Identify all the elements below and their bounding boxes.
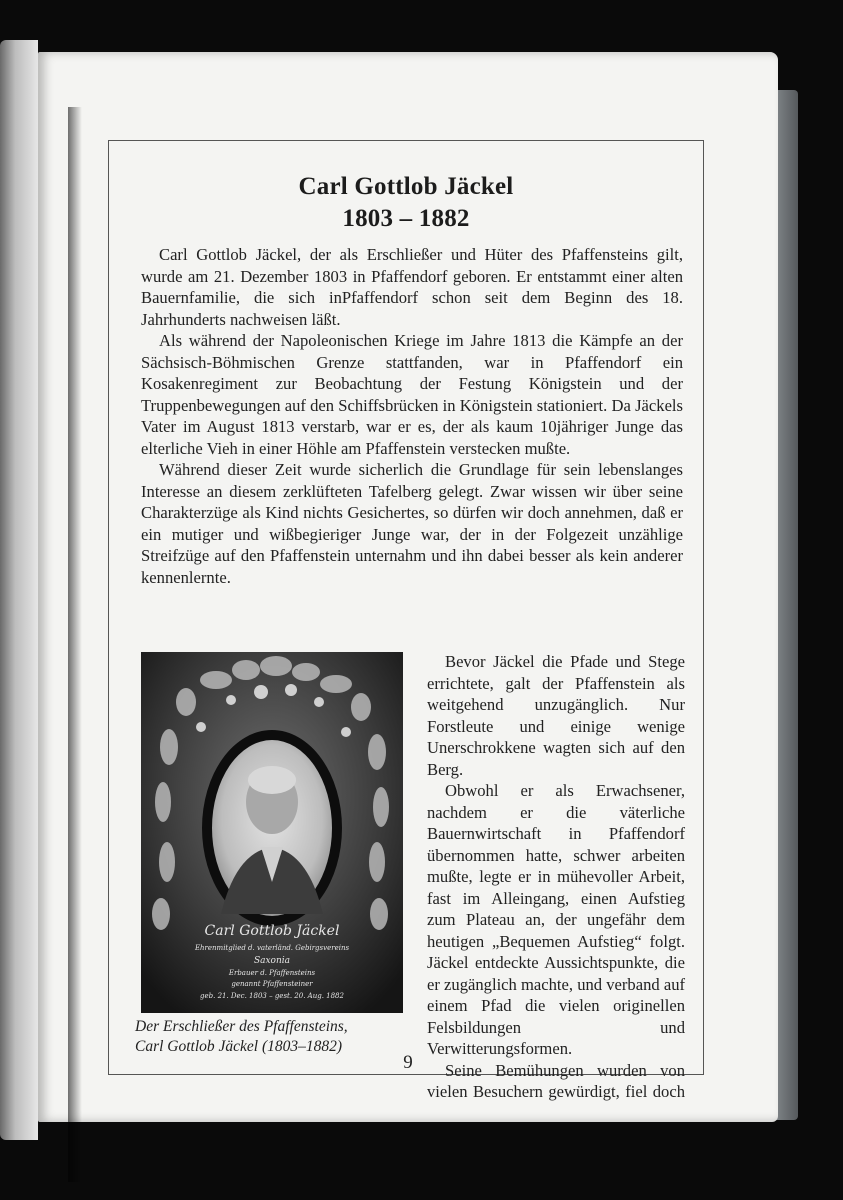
- inscription-name: Carl Gottlob Jäckel: [204, 923, 340, 939]
- portrait-illustration: [141, 652, 403, 1013]
- inscription-line: genannt Pfaffensteiner: [231, 980, 313, 988]
- adjacent-page-edge: [0, 40, 38, 1140]
- paragraph: Als während der Napoleonischen Kriege im Jahre 1813 die Kämpfe an der Sächsisch-Böhmischen Grenze stattfanden, war in Pfaffendorf ein Kosakenregiment zur Beobachtung der Festung Königstein und der Truppenbewegungen auf den Schiffsbrücken in Königstein stationiert. Da Jäckels Vater im August 1813 verstarb, war er es, der als kaum 10jähriger Junge das elterliche Vieh in einer Höhle am Pfaffenstein verstecken mußte.: [141, 331, 683, 458]
- intro-text: [141, 244, 683, 588]
- paragraph: Bevor Jäckel die Pfade und Stege errichtete, galt der Pfaffenstein als weitgehend unzugänglich. Nur Forstleute und einige wenige Unerschrokkene wagten sich auf den Berg.: [427, 652, 685, 779]
- paragraph: Während dieser Zeit wurde sicherlich die Grundlage für sein lebenslanges Interesse an diesem zerklüfteten Tafelberg gelegt. Zwar wissen wir über seine Charakterzüge als Kind nichts Gesichertes, so dürfen wir doch annehmen, daß er ein mutiger und wißbegieriger Junge war, der in der Folgezeit unzählige Streifzüge auf den Pfaffenstein unternahm und ihn dabei besser als kein anderer kennenlernte.: [141, 460, 683, 587]
- content-frame: [108, 140, 704, 1101]
- photo-caption: [135, 1017, 415, 1057]
- paragraph: Obwohl er als Erwachsener, nachdem er die väterliche Bauernwirtschaft in Pfaffendorf übernommen hatte, schwer arbeiten mußte, legte er in mühevoller Arbeit, fast im Alleingang, einen Aufstieg zum Plateau an, der ungefähr dem heutigen „Bequemen Aufstieg“ folgt. Jäckel entdeckte Aussichtspunkte, die er zugänglich machte, und verband auf einem Pfad die vielen originellen Felsbildungen und Verwitterungsformen.: [427, 781, 686, 1058]
- inscription-line: Erbauer d. Pfaffensteins: [228, 969, 316, 977]
- inscription-line: Saxonia: [253, 956, 291, 966]
- paragraph: Seine Bemühungen wurden von vielen Besuchern gewürdigt, fiel doch: [427, 1060, 685, 1101]
- article-years: 1803 – 1882: [342, 205, 470, 232]
- portrait-photo: [141, 652, 403, 1013]
- caption-line: Der Erschließer des Pfaffensteins,: [135, 1018, 348, 1035]
- page-number: 9: [403, 1052, 413, 1073]
- book-page: [38, 52, 778, 1122]
- caption-line: Carl Gottlob Jäckel (1803–1882): [135, 1038, 343, 1055]
- article-title: Carl Gottlob Jäckel: [298, 173, 514, 200]
- paragraph: Carl Gottlob Jäckel, der als Erschließer und Hüter des Pfaffensteins gilt, wurde am 21. Dezember 1803 in Pfaffendorf geboren. Er entstammt einer alten Bauernfamilie, die sich inPfaffendorf schon seit dem Beginn des 18. Jahrhunderts nachweisen läßt.: [141, 245, 683, 329]
- column-text: [427, 651, 685, 1103]
- inscription-line: Ehrenmitglied d. vaterländ. Gebirgsvereins: [194, 944, 350, 952]
- inscription-line: geb. 21. Dec. 1803 – gest. 20. Aug. 1882: [200, 992, 344, 1000]
- spine-shadow: [68, 107, 82, 1182]
